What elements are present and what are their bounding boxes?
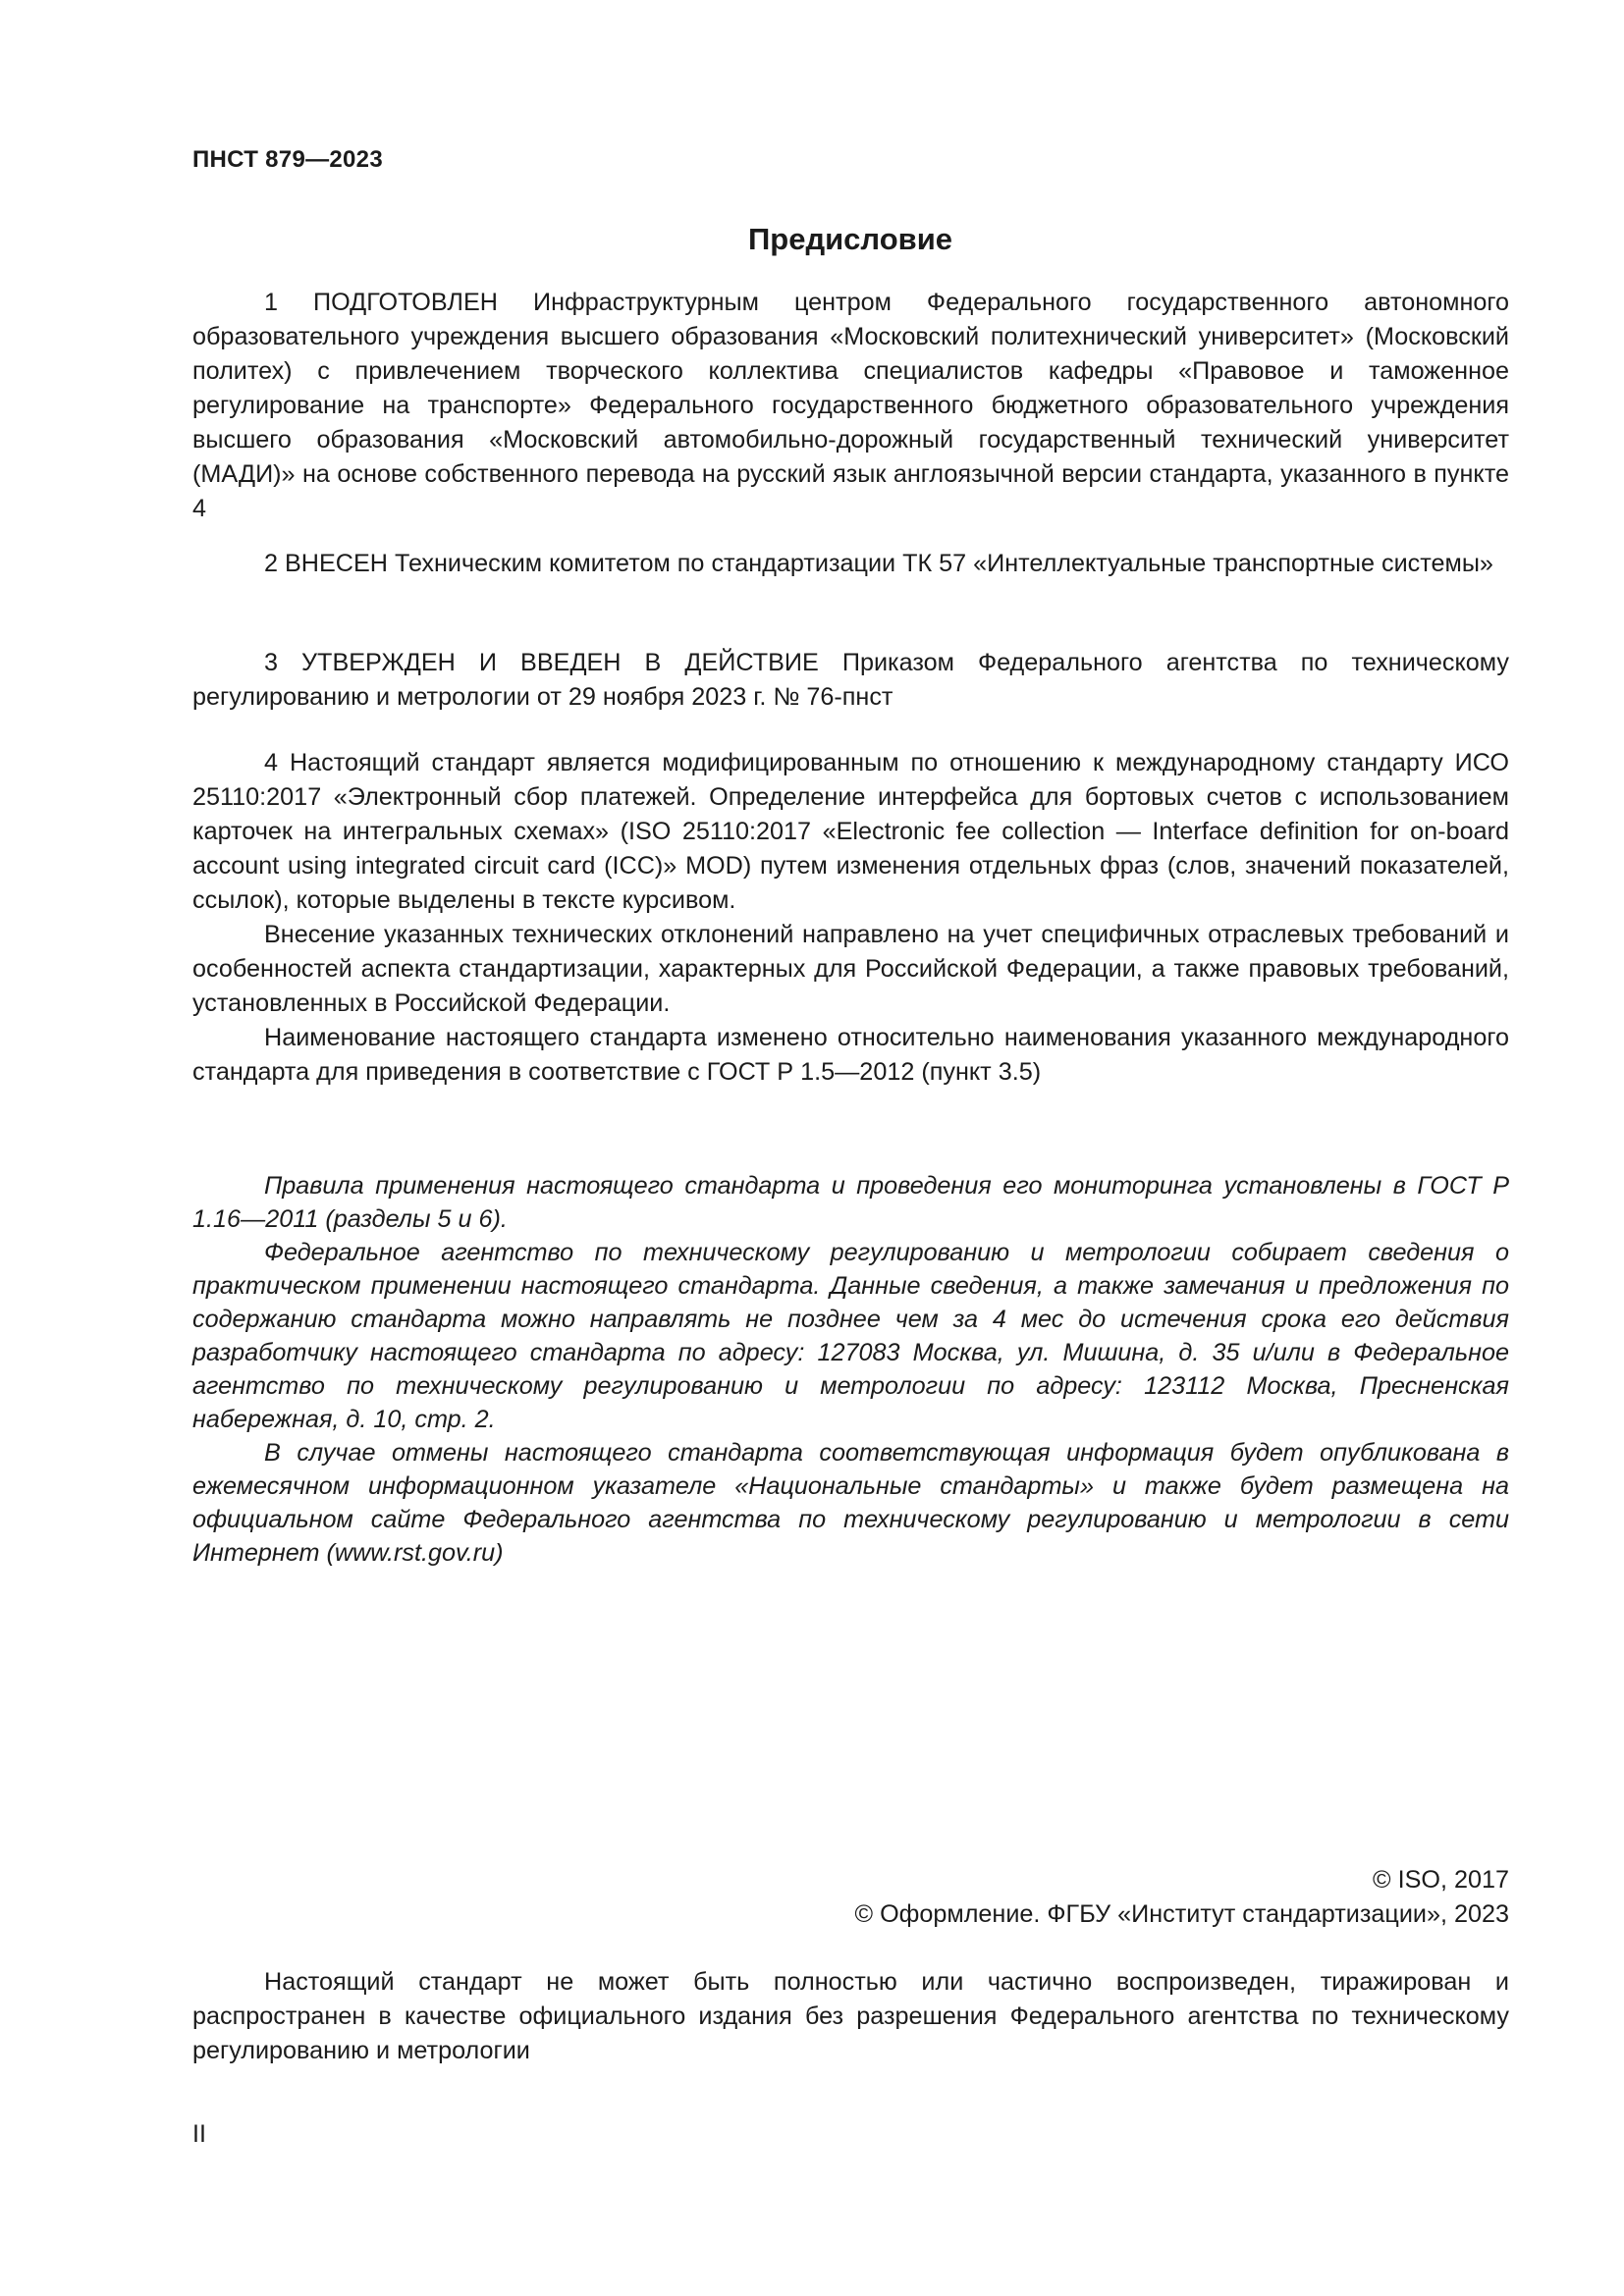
document-code: ПНСТ 879—2023 <box>192 146 383 173</box>
usage-rules-block <box>192 1169 1509 1570</box>
rules-paragraph-1: Правила применения настоящего стандарта и проведения его мониторинга установлены в ГОСТ Р 1.16—2011 (разделы 5 и 6). <box>192 1172 1509 1233</box>
section-2-text: 2 ВНЕСЕН Техническим комитетом по стандартизации ТК 57 «Интеллектуальные транспортные системы» <box>264 550 1493 577</box>
page-number: II <box>192 2120 206 2148</box>
section-4-paragraph-3: Наименование настоящего стандарта изменено относительно наименования указанного международного стандарта для приведения в соответствие с ГОСТ Р 1.5—2012 (пункт 3.5) <box>192 1024 1509 1086</box>
section-4-paragraph-1: 4 Настоящий стандарт является модифицированным по отношению к международному стандарту ИСО 25110:2017 «Электронный сбор платежей. Определение интерфейса для бортовых счетов с использованием карточек на интегральных схемах» (ISO 25110:2017 «Electronic fee collection — Interface definition for on-board account using integrated circuit card (ICC)» MOD) путем изменения отдельных фраз (слов, значений показателей, ссылок), которые выделены в тексте курсивом. <box>192 749 1509 914</box>
section-4-paragraph-2: Внесение указанных технических отклонений направлено на учет специфичных отраслевых требований и особенностей аспекта стандартизации, характерных для Российской Федерации, а также правовых требований, установленных в Российской Федерации. <box>192 921 1509 1017</box>
section-1 <box>192 286 1509 526</box>
rules-paragraph-2: Федеральное агентство по техническому регулированию и метрологии собирает сведения о практическом применении настоящего стандарта. Данные сведения, а также замечания и предложения по содержанию стандарта можно направлять не позднее чем за 4 мес до истечения срока его действия разработчику настоящего стандарта по адресу: 127083 Москва, ул. Мишина, д. 35 и/или в Федеральное агентство по техническому регулированию и метрологии по адресу: 123112 Москва, Пресненская набережная, д. 10, стр. 2. <box>192 1239 1509 1433</box>
section-3-text: 3 УТВЕРЖДЕН И ВВЕДЕН В ДЕЙСТВИЕ Приказом Федерального агентства по техническому регулированию и метрологии от 29 ноября 2023 г. № 76-пнст <box>192 649 1509 711</box>
copyright-block <box>855 1863 1509 1932</box>
copyright-design: © Оформление. ФГБУ «Институт стандартизации», 2023 <box>854 1900 1509 1928</box>
section-1-text: 1 ПОДГОТОВЛЕН Инфраструктурным центром Федерального государственного автономного образовательного учреждения высшего образования «Московский политехнический университет» (Московский политех) с привлечением творческого коллектива специалистов кафедры «Правовое и таможенное регулирование на транспорте» Федерального государственного бюджетного образовательного учреждения высшего образования «Московский автомобильно-дорожный государственный технический университет (МАДИ)» на основе собственного перевода на русский язык англоязычной версии стандарта, указанного в пункте 4 <box>192 289 1509 522</box>
notice-text: Настоящий стандарт не может быть полностью или частично воспроизведен, тиражирован и распространен в качестве официального издания без разрешения Федерального агентства по техническому регулированию и метрологии <box>192 1968 1509 2064</box>
page-title: Предисловие <box>747 222 952 256</box>
copyright-iso: © ISO, 2017 <box>1373 1866 1509 1894</box>
section-3 <box>192 646 1509 715</box>
reproduction-notice <box>192 1965 1509 2068</box>
section-4 <box>192 746 1509 1090</box>
rules-paragraph-3: В случае отмены настоящего стандарта соответствующая информация будет опубликована в ежемесячном информационном указателе «Национальные стандарты» и также будет размещена на официальном сайте Федерального агентства по техническому регулированию и метрологии в сети Интернет (www.rst.gov.ru) <box>192 1439 1509 1567</box>
section-2 <box>192 547 1509 581</box>
